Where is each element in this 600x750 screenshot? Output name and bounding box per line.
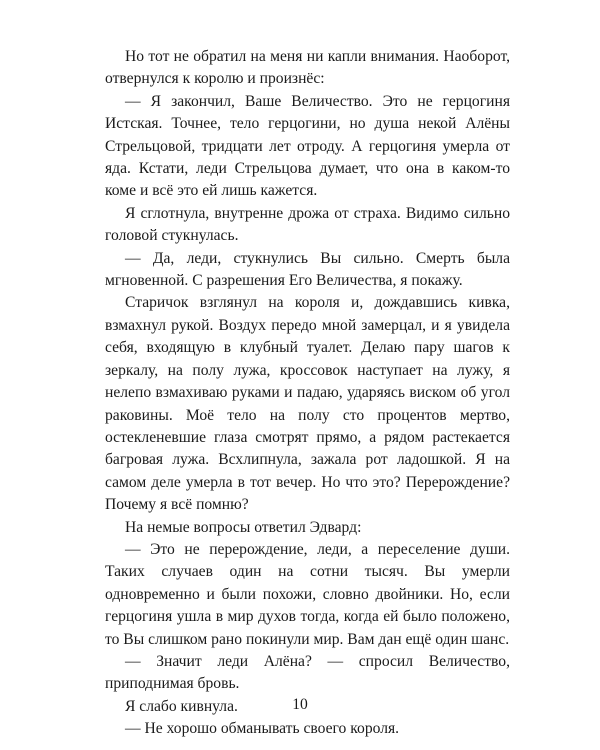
paragraph-7: — Это не перерождение, леди, а переселение души. Таких случаев один на сотни тысяч. Вы умерли одновременно и были похожи, словно двойники. Но, если герцогиня ушла в мир духов тогда, когда ей было положено, то Вы слишком рано покинули мир. Вам дан ещё один шанс. xyxy=(105,540,510,648)
paragraph-9: Я слабо кивнула. xyxy=(125,697,238,715)
paragraph-8: — Значит леди Алёна? — спросил Величество, приподнимая бровь. xyxy=(105,652,510,693)
paragraph-1: Но тот не обратил на меня ни капли внимания. Наоборот, отвернулся к королю и произнёс: xyxy=(105,48,510,88)
paragraph-2: — Я закончил, Ваше Величество. Это не герцогиня Истская. Точнее, тело герцогини, но душа некой Алёны Стрельцовой, тридцати лет отроду. А герцогиня умерла от яда. Кстати, леди Стрельцова думает, что она в каком-то коме и всё это ей лишь кажется. xyxy=(105,92,510,200)
paragraph-10: — Не хорошо обманывать своего короля. xyxy=(125,720,400,738)
page-number: 10 xyxy=(292,696,308,713)
paragraph-4: — Да, леди, стукнулись Вы сильно. Смерть была мгновенной. С разрешения Его Величества, я покажу. xyxy=(105,249,510,290)
paragraph-6: На немые вопросы ответил Эдвард: xyxy=(125,518,362,536)
paragraph-3: Я сглотнула, внутренне дрожа от страха. Видимо сильно головой стукнулась. xyxy=(105,204,510,245)
paragraph-5: Старичок взглянул на короля и, дождавшись кивка, взмахнул рукой. Воздух передо мной замерцал, и я увидела себя, входящую в клубный туалет. Делаю пару шагов к зеркалу, на полу лужа, кроссовок наступает на лужу, я нелепо взмахиваю руками и падаю, ударяясь виском об угол раковины. Моё тело на полу сто процентов мертво, остекленевшие глаза смотрят прямо, а рядом растекается багровая лужа. Всхлипнула, зажала рот ладошкой. Я на самом деле умерла в тот вечер. Но что это? Перерождение? Почему я всё помню? xyxy=(105,294,510,514)
page-body-text xyxy=(105,46,510,741)
